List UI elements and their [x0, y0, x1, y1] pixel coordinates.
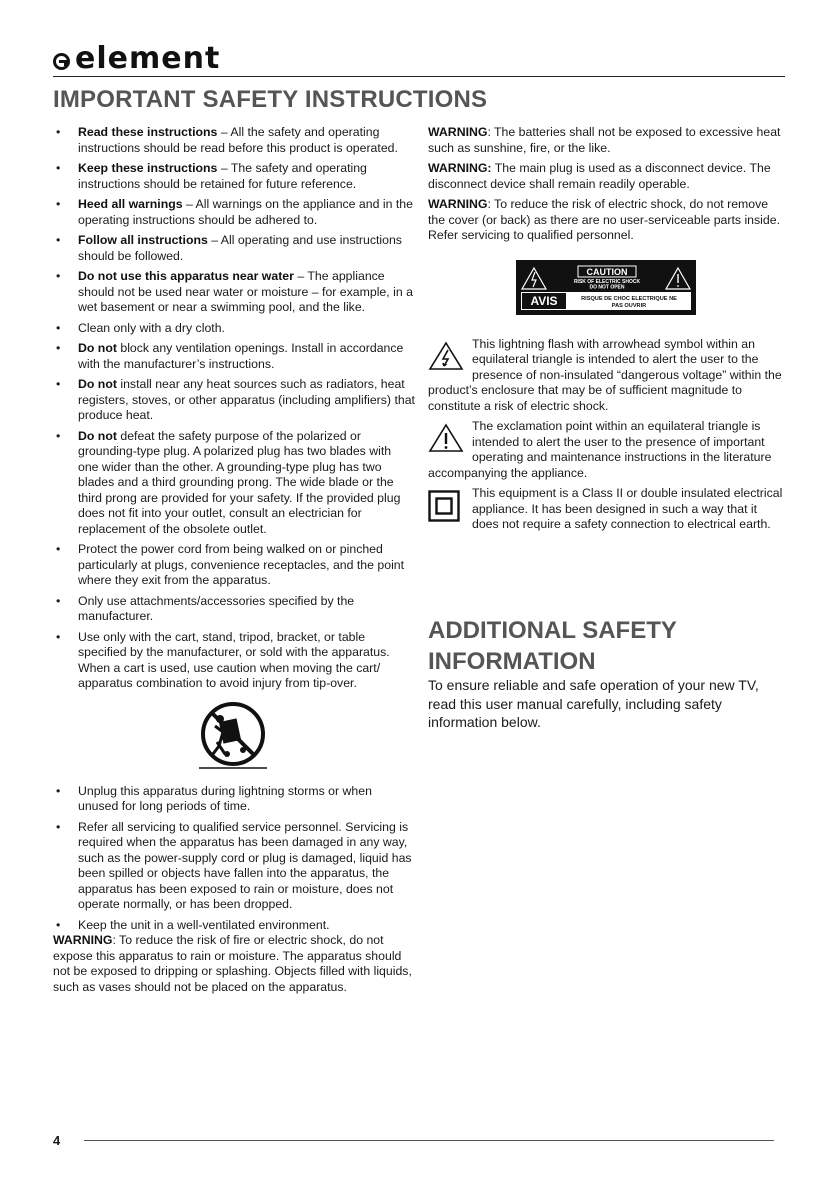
list-item: [53, 820, 415, 913]
warning-paragraph: [428, 161, 785, 192]
caution-label-art: [520, 264, 692, 311]
page-title: IMPORTANT SAFETY INSTRUCTIONS: [53, 86, 488, 113]
warning-text: The main plug is used as a disconnect device. The disconnect device shall remain readily operable.: [428, 161, 771, 191]
exclamation-triangle-icon: [428, 423, 464, 453]
warning-paragraph: [428, 125, 785, 156]
item-heading: Heed all warnings: [78, 197, 183, 211]
item-text: Unplug this apparatus during lightning storms or when unused for long periods of time.: [78, 783, 372, 813]
list-item: [53, 233, 415, 264]
item-heading: Do not use this apparatus near water: [78, 269, 294, 283]
list-item: [53, 429, 415, 538]
safety-list: [53, 125, 415, 692]
list-item: [53, 630, 415, 692]
item-heading: Do not: [78, 341, 117, 355]
list-item: [53, 269, 415, 316]
warning-label: WARNING: [428, 197, 488, 211]
caution-text: CAUTION: [586, 266, 628, 277]
lightning-symbol-note: This lightning flash with arrowhead symbol within an equilateral triangle is intended to alert the user to the presence of non-insulated “dangerous voltage” within the product’s enclosure that may be of sufficient magnitude to constitute a risk of electric shock.: [428, 336, 782, 413]
exclamation-symbol-note: The exclamation point within an equilateral triangle is intended to alert the user to the presence of important operating and maintenance instructions in the literature accompanying the appliance.: [428, 419, 772, 480]
cart-tip-over-warning-icon: [193, 702, 273, 770]
item-text: defeat the safety purpose of the polarized or grounding-type plug. A polarized plug has two blades with one wider than the other. A grounding-type plug has two blades and a third grounding prong. The wide blade or the third prong are provided for your safety. If the provided plug does not fit into your outlet, consult an electrician for replacement of the obsolete outlet.: [78, 428, 401, 536]
item-text: – The appliance should not be used near water or moisture – for example, in a wet basement or near a swimming pool, and the like.: [78, 269, 413, 314]
item-text: Only use attachments/accessories specified by the manufacturer.: [78, 593, 355, 623]
left-warning: WARNING: To reduce the risk of fire or electric shock, do not expose this apparatus to rain or moisture. The apparatus should not be exposed to dripping or splashing. Objects filled with liquids, such as vases should not be placed on the apparatus.: [53, 933, 412, 994]
warning-label: WARNING:: [428, 161, 492, 175]
class-ii-double-square-icon: [428, 490, 460, 522]
item-heading: Read these instructions: [78, 125, 218, 139]
list-item: [53, 594, 415, 625]
page-number: 4: [53, 1133, 61, 1148]
item-heading: Do not: [78, 428, 117, 443]
safety-list-continued: [53, 784, 415, 913]
lightning-triangle-icon: [428, 341, 464, 371]
warning-paragraph: [428, 197, 785, 244]
item-text: – The safety and operating instructions should be retained for future reference.: [78, 161, 367, 191]
class-ii-symbol-note: This equipment is a Class II or double insulated electrical appliance. It has been designed in such a way that it does not require a safety connection to electrical earth.: [428, 486, 785, 533]
list-item: [53, 321, 415, 337]
item-text: Clean only with a dry cloth.: [78, 320, 225, 335]
item-text: – All operating and use instructions should be followed.: [78, 233, 402, 263]
list-item: [53, 784, 415, 815]
risque-line-1: RISQUE DE CHOC ELECTRIQUE NE: [581, 295, 677, 302]
additional-safety-body: To ensure reliable and safe operation of your new TV, read this user manual carefully, including safety information below.: [428, 677, 759, 730]
warning-label: WARNING: [428, 125, 488, 139]
risk-line-1: RISK OF ELECTRIC SHOCK: [573, 278, 641, 285]
item-text: block any ventilation openings. Install in accordance with the manufacturer’s instructions.: [78, 341, 404, 371]
list-item: [53, 542, 415, 589]
header-rule: [53, 76, 785, 77]
warnings-block: [428, 125, 785, 244]
warning-text: : The batteries shall not be exposed to excessive heat such as sunshine, fire, or the like.: [428, 125, 781, 155]
brand-logo: [53, 41, 221, 76]
item-text: – All the safety and operating instructions should be read before this product is operated.: [78, 125, 398, 155]
list-item: [53, 125, 415, 156]
item-heading: Follow all instructions: [78, 233, 208, 247]
list-item: [53, 377, 415, 424]
item-text: – All warnings on the appliance and in the operating instructions should be adhered to.: [78, 197, 413, 227]
item-text: Protect the power cord from being walked on or pinched particularly at plugs, convenience receptacles, and the point where they exit from the apparatus.: [78, 542, 405, 587]
item-heading: Keep these instructions: [78, 161, 218, 175]
item-text: Refer all servicing to qualified service personnel. Servicing is required when the apparatus has been damaged in any way, such as the power-supply cord or plug is damaged, liquid has been spilled or objects have fallen into the apparatus, the apparatus has been exposed to rain or moisture, does not operate normally, or has been dropped.: [78, 819, 412, 911]
risque-line-2: PAS OUVRIR: [611, 302, 647, 309]
element-logo-icon: [53, 53, 70, 70]
caution-label: [516, 260, 696, 315]
footer-rule: [84, 1140, 774, 1141]
brand-name: element: [75, 41, 221, 76]
list-item: [53, 197, 415, 228]
warning-text: : To reduce the risk of electric shock, do not remove the cover (or back) as there are no user-serviceable parts inside. Refer servicing to qualified personnel.: [428, 197, 780, 242]
item-heading: Do not: [78, 377, 117, 391]
left-column: [53, 125, 415, 999]
item-text: Use only with the cart, stand, tripod, bracket, or table specified by the manufacturer, or sold with the apparatus. When a cart is used, use caution when moving the cart/ apparatus combination to avoid injury from tip-over.: [78, 629, 390, 690]
risk-line-2: DO NOT OPEN: [589, 284, 625, 290]
list-item: [53, 161, 415, 192]
item-text: install near any heat sources such as radiators, heat registers, stoves, or other apparatus (including amplifiers) that produce heat.: [78, 377, 415, 422]
keep-unit-line: • Keep the unit in a well-ventilated environment.: [53, 918, 415, 934]
list-item: [53, 341, 415, 372]
additional-safety-title: ADDITIONAL SAFETY INFORMATION: [428, 617, 677, 675]
right-column: [428, 125, 785, 533]
avis-text: AVIS: [530, 293, 558, 308]
